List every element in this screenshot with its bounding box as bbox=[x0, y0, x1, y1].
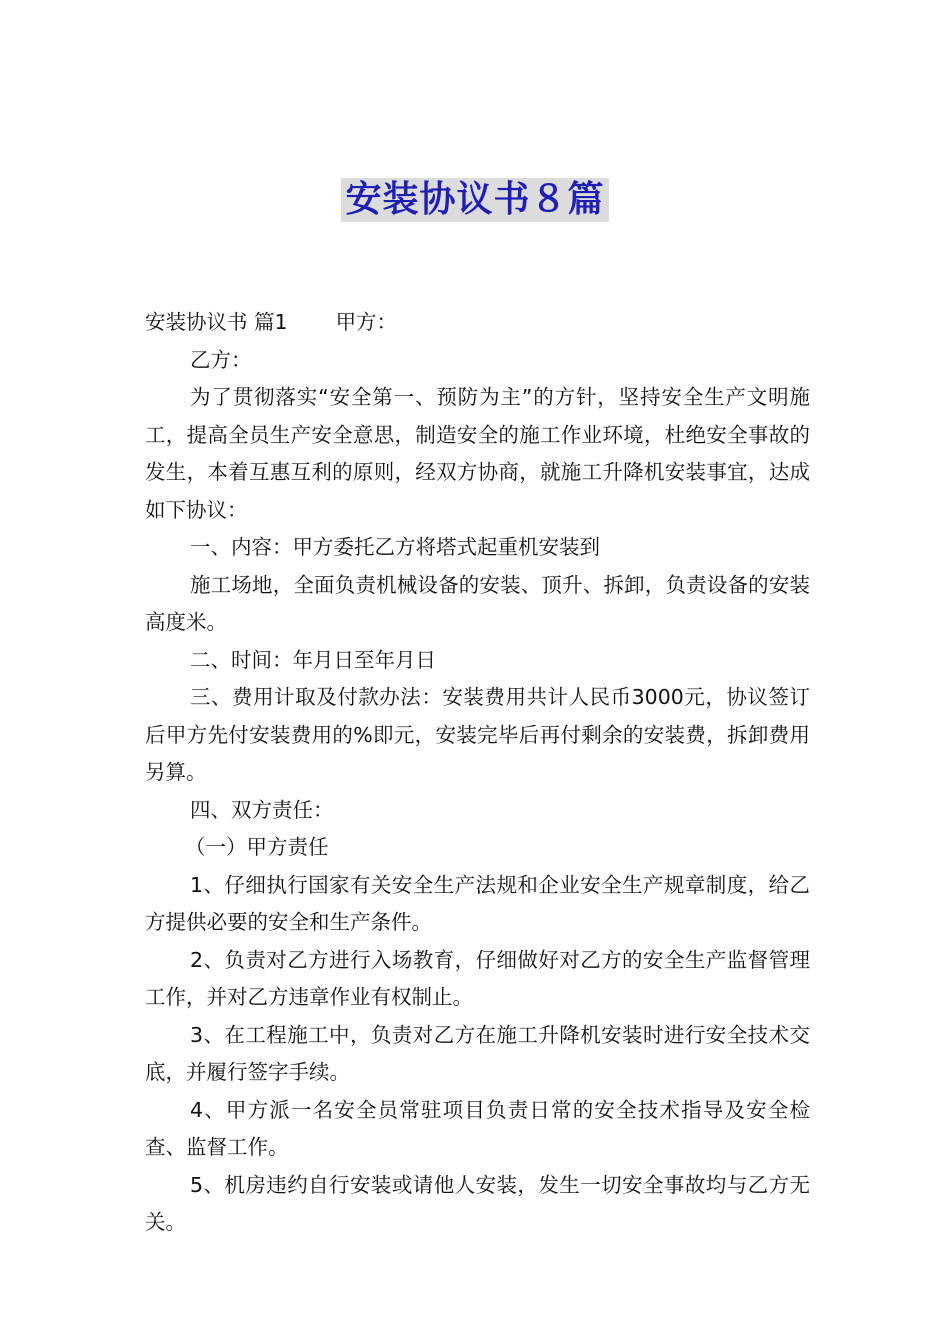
paragraph-content-detail: 施工场地，全面负责机械设备的安装、顶升、拆卸，负责设备的安装高度米。 bbox=[145, 572, 810, 634]
paragraph-item-2: 2、负责对乙方进行入场教育，仔细做好对乙方的安全生产监督管理工作，并对乙方违章作业有权制止。 bbox=[145, 947, 810, 1009]
document-body bbox=[145, 304, 810, 1242]
section-label: 安装协议书 篇1 bbox=[145, 310, 288, 334]
paragraph-time: 二、时间：年月日至年月日 bbox=[190, 647, 436, 672]
paragraph-item-1: 1、仔细执行国家有关安全生产法规和企业安全生产规章制度，给乙方提供必要的安全和生产条件。 bbox=[145, 872, 810, 934]
document-title: 安装协议书８篇 bbox=[341, 178, 608, 222]
party-a-label: 甲方： bbox=[335, 310, 398, 334]
header-line bbox=[145, 304, 810, 342]
paragraph-item-5: 5、机房违约自行安装或请他人安装，发生一切安全事故均与乙方无关。 bbox=[145, 1172, 810, 1234]
paragraph-party-b: 乙方： bbox=[190, 347, 252, 372]
paragraph-content: 一、内容：甲方委托乙方将塔式起重机安装到 bbox=[190, 535, 600, 559]
paragraph-fees: 三、费用计取及付款办法：安装费用共计人民币3000元，协议签订后甲方先付安装费用的%即元，安装完毕后再付剩余的安装费，拆卸费用另算。 bbox=[145, 685, 810, 784]
paragraph-responsibilities: 四、双方责任： bbox=[190, 797, 334, 822]
paragraph-item-4: 4、甲方派一名安全员常驻项目负责日常的安全技术指导及安全检查、监督工作。 bbox=[145, 1097, 810, 1159]
paragraph-party-a-responsibility: （一）甲方责任 bbox=[185, 835, 329, 859]
paragraph-preamble: 为了贯彻落实“安全第一、预防为主”的方针，坚持安全生产文明施工，提高全员生产安全意思，制造安全的施工作业环境，杜绝安全事故的发生，本着互惠互利的原则，经双方协商，就施工升降机安装事宜，达成如下协议： bbox=[145, 385, 810, 522]
paragraph-item-3: 3、在工程施工中，负责对乙方在施工升降机安装时进行安全技术交底，并履行签字手续。 bbox=[145, 1022, 810, 1084]
title-container bbox=[0, 178, 950, 222]
